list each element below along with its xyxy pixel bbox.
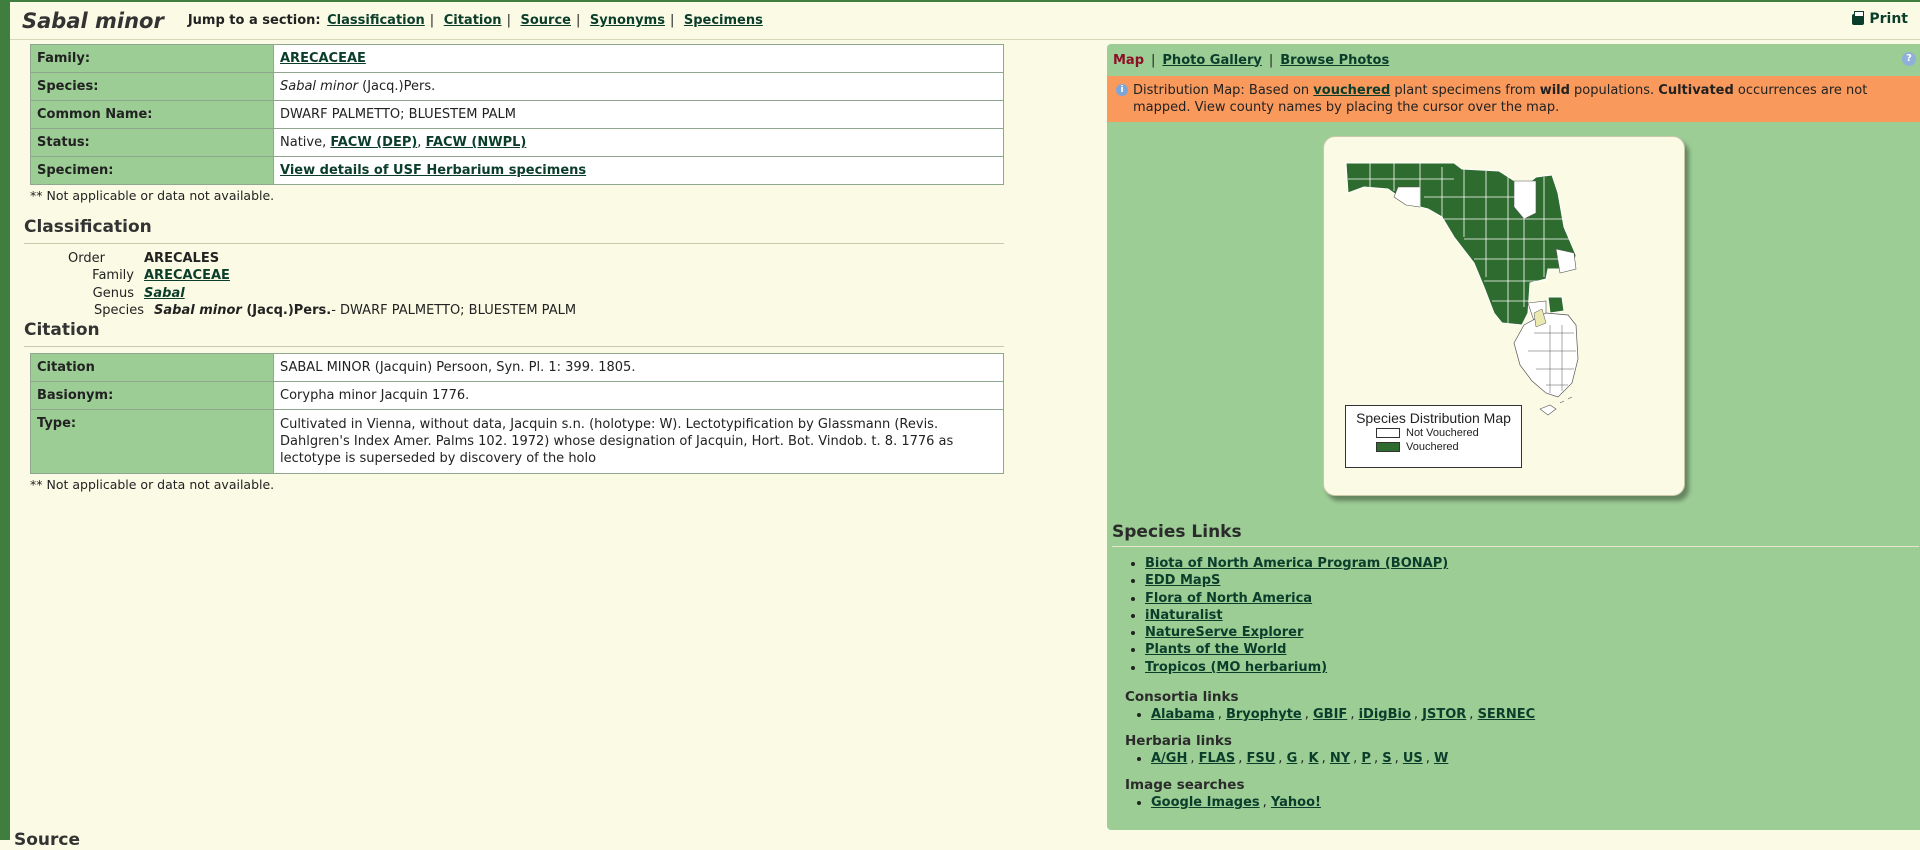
k-link[interactable]: K: [1308, 751, 1319, 766]
table-row: [31, 157, 1004, 185]
classification-row: [40, 267, 1000, 284]
citation-heading: Citation: [24, 320, 1004, 347]
rank-species: Species: [93, 303, 144, 319]
jump-classification-link[interactable]: Classification: [327, 13, 425, 28]
image-searches-heading: Image searches: [1125, 777, 1245, 793]
jump-citation-link[interactable]: Citation: [443, 13, 502, 28]
facw-dep-link[interactable]: FACW (DEP): [330, 135, 418, 150]
tab-photo-gallery[interactable]: Photo Gallery: [1162, 52, 1262, 68]
source-heading: Source: [14, 830, 81, 850]
tropicos-link[interactable]: Tropicos (MO herbarium): [1145, 659, 1328, 675]
classification-species-author: (Jacq.)Pers.: [241, 303, 332, 319]
s-link[interactable]: S: [1382, 751, 1392, 766]
jump-label: Jump to a section:: [187, 13, 321, 28]
citation-value: SABAL MINOR (Jacquin) Persoon, Syn. Pl. 1: 399. 1805.: [274, 354, 1004, 382]
idigbio-link[interactable]: iDigBio: [1358, 707, 1411, 722]
jump-specimens-link[interactable]: Specimens: [683, 13, 763, 28]
info-icon: i: [1116, 84, 1128, 96]
page-title: Sabal minor: [22, 8, 164, 33]
species-details: [20, 44, 1000, 492]
consortia-heading: Consortia links: [1125, 689, 1239, 705]
flora-na-link[interactable]: Flora of North America: [1145, 590, 1313, 606]
family-link[interactable]: ARECACEAE: [280, 51, 366, 66]
list-item: • Google Images , Yahoo!: [1151, 794, 1324, 811]
legend-swatch-green: [1376, 442, 1400, 452]
specimen-details-link[interactable]: View details of USF Herbarium specimens: [280, 163, 587, 178]
table-row: [31, 354, 1004, 382]
print-button[interactable]: [1852, 11, 1908, 27]
google-images-link[interactable]: Google Images: [1151, 795, 1260, 810]
inaturalist-link[interactable]: iNaturalist: [1145, 607, 1223, 623]
na-note: ** Not applicable or data not available.: [30, 477, 275, 493]
vouchered-county: [1548, 297, 1564, 313]
citation-label: Citation: [31, 354, 274, 382]
type-label: Type:: [31, 410, 274, 474]
gbif-link[interactable]: GBIF: [1313, 707, 1348, 722]
species-info-table: [30, 44, 1004, 185]
na-note: ** Not applicable or data not available.: [30, 188, 275, 203]
jstor-link[interactable]: JSTOR: [1422, 707, 1467, 722]
ny-link[interactable]: NY: [1329, 751, 1351, 766]
help-icon[interactable]: ?: [1902, 52, 1916, 66]
plants-world-link[interactable]: Plants of the World: [1145, 642, 1287, 658]
keys: [1540, 397, 1572, 415]
table-row: [31, 45, 1004, 73]
vouchered-region: [1346, 163, 1576, 325]
common-name-value: DWARF PALMETTO; BLUESTEM PALM: [274, 101, 1004, 129]
w-link[interactable]: W: [1434, 751, 1449, 766]
specimen-label: Specimen:: [31, 157, 274, 185]
order-value: ARECALES: [144, 251, 220, 267]
list-item: [1145, 555, 1448, 572]
jump-nav: Jump to a section: Classification | Citation | Source | Synonyms | Specimens: [187, 13, 763, 28]
common-name-label: Common Name:: [31, 101, 274, 129]
tab-map[interactable]: Map: [1113, 52, 1145, 68]
rank-order: Order: [68, 251, 105, 267]
table-row: [31, 410, 1004, 474]
g-link[interactable]: G: [1286, 751, 1298, 766]
list-item: [1145, 572, 1448, 589]
unvouchered-county: [1394, 187, 1420, 207]
list-item: [1145, 624, 1448, 641]
map-legend: [1345, 405, 1522, 468]
classification-list: [40, 250, 1000, 319]
flas-link[interactable]: FLAS: [1198, 751, 1236, 766]
p-link[interactable]: P: [1361, 751, 1371, 766]
status-label: Status:: [31, 129, 274, 157]
page-header: [10, 2, 1920, 40]
eddmaps-link[interactable]: EDD MapS: [1145, 573, 1221, 589]
distribution-map[interactable]: [1323, 136, 1685, 496]
basionym-label: Basionym:: [31, 382, 274, 410]
herbaria-list: [1131, 750, 1451, 767]
list-item: [1145, 590, 1448, 607]
citation-table: [30, 353, 1004, 474]
bryophyte-link[interactable]: Bryophyte: [1225, 707, 1302, 722]
status-sep: ,: [417, 135, 426, 150]
basionym-value: Corypha minor Jacquin 1776.: [274, 382, 1004, 410]
table-row: [31, 129, 1004, 157]
classification-row: [40, 285, 1000, 302]
consortia-list: [1131, 706, 1538, 723]
table-row: [31, 73, 1004, 101]
unvouchered-region: [1514, 313, 1578, 397]
list-item: [1145, 641, 1448, 658]
classification-heading: Classification: [24, 217, 1004, 244]
fsu-link[interactable]: FSU: [1246, 751, 1276, 766]
table-row: [31, 382, 1004, 410]
facw-nwpl-link[interactable]: FACW (NWPL): [425, 135, 527, 150]
species-author: (Jacq.)Pers.: [358, 79, 436, 94]
printer-icon: [1852, 14, 1864, 25]
list-item: [1145, 659, 1448, 676]
jump-synonyms-link[interactable]: Synonyms: [589, 13, 665, 28]
classification-family-link[interactable]: ARECACEAE: [144, 268, 230, 284]
jump-source-link[interactable]: Source: [520, 13, 571, 28]
legend-item: Vouchered: [1376, 440, 1521, 454]
list-item: • Alabama , Bryophyte , GBIF , iDigBio , JSTOR , SERNEC: [1151, 706, 1538, 723]
classification-genus-link[interactable]: Sabal: [144, 285, 185, 301]
image-searches-list: [1131, 794, 1324, 811]
natureserve-link[interactable]: NatureServe Explorer: [1145, 625, 1304, 641]
us-link[interactable]: US: [1402, 751, 1423, 766]
print-label: Print: [1869, 11, 1908, 27]
herbaria-heading: Herbaria links: [1125, 733, 1232, 749]
species-name: Sabal minor: [280, 79, 358, 94]
agh-link[interactable]: A/GH: [1151, 751, 1188, 766]
list-item: • A/GH , FLAS , FSU , G , K , NY , P , S , US , W: [1151, 750, 1451, 767]
distribution-notice: i Distribution Map: Based on vouchered plant specimens from wild populations. Cultivated occurrences are not mapped. View county names by placing the cursor over the map.: [1107, 76, 1920, 122]
classification-row: [40, 250, 1000, 267]
rank-family: Family: [92, 268, 134, 284]
legend-title: Species Distribution Map: [1356, 410, 1511, 426]
yahoo-link[interactable]: Yahoo!: [1270, 795, 1321, 810]
legend-item: Not Vouchered: [1376, 426, 1521, 440]
classification-common-name: - DWARF PALMETTO; BLUESTEM PALM: [331, 303, 577, 319]
family-label: Family:: [31, 45, 274, 73]
status-prefix: Native,: [280, 135, 331, 150]
species-links-heading: Species Links: [1112, 522, 1919, 547]
vouchered-link[interactable]: vouchered: [1313, 83, 1391, 98]
legend-swatch-white: [1376, 428, 1400, 438]
classification-row: [40, 302, 1000, 319]
map-panel: [1107, 44, 1920, 830]
alabama-link[interactable]: Alabama: [1151, 707, 1215, 722]
type-value: Cultivated in Vienna, without data, Jacquin s.n. (holotype: W). Lectotypification by Glassmann (Revis. Dahlgren's Index Amer. Palms 102. 1972) whose designation of Jacquin, Hort. Bot. Vindob. t. 8. 1776 as lectotype is superseded by discovery of the holo: [274, 410, 1004, 474]
map-tabs: Map | Photo Gallery | Browse Photos ?: [1107, 44, 1920, 76]
classification-species-name: Sabal minor: [154, 303, 242, 319]
bonap-link[interactable]: Biota of North America Program (BONAP): [1145, 556, 1449, 571]
sernec-link[interactable]: SERNEC: [1477, 707, 1536, 722]
list-item: [1145, 607, 1448, 624]
tab-browse-photos[interactable]: Browse Photos: [1280, 52, 1390, 68]
table-row: [31, 101, 1004, 129]
species-label: Species:: [31, 73, 274, 101]
rank-genus: Genus: [92, 285, 134, 301]
species-links-list: [1125, 555, 1448, 676]
